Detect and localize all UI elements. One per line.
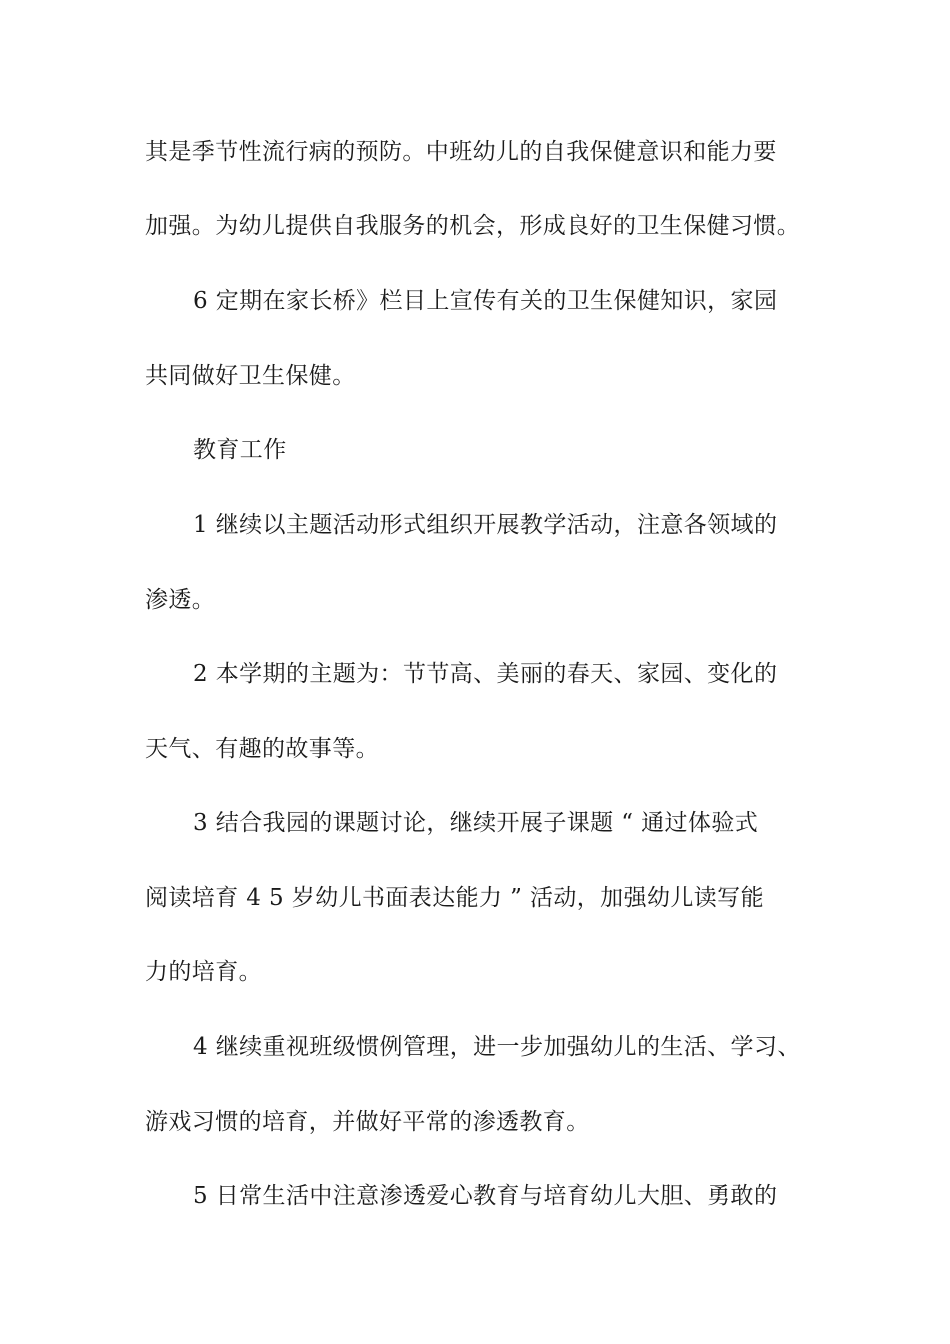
text-line: 阅读培育 4 5 岁幼儿书面表达能力 ” 活动，加强幼儿读写能 <box>145 885 764 911</box>
text-line: 渗透。 <box>145 587 216 613</box>
paragraph-start-line: 3 结合我园的课题讨论，继续开展子课题 “ 通过体验式 <box>193 810 759 836</box>
section-heading: 教育工作 <box>193 437 287 463</box>
text-line: 共同做好卫生保健。 <box>145 363 356 389</box>
paragraph-start-line: 2 本学期的主题为：节节高、美丽的春天、家园、变化的 <box>193 661 778 687</box>
paragraph-start-line: 1 继续以主题活动形式组织开展教学活动，注意各领域的 <box>193 512 778 538</box>
text-line: 力的培育。 <box>145 959 262 985</box>
paragraph-start-line: 4 继续重视班级惯例管理，进一步加强幼儿的生活、学习、 <box>193 1034 801 1060</box>
text-line: 天气、有趣的故事等。 <box>145 736 379 762</box>
text-line: 游戏习惯的培育，并做好平常的渗透教育。 <box>145 1109 590 1135</box>
text-line: 加强。为幼儿提供自我服务的机会，形成良好的卫生保健习惯。 <box>145 213 801 239</box>
paragraph-start-line: 6 定期在家长桥》栏目上宣传有关的卫生保健知识，家园 <box>193 288 778 314</box>
text-line: 其是季节性流行病的预防。中班幼儿的自我保健意识和能力要 <box>145 139 777 165</box>
paragraph-start-line: 5 日常生活中注意渗透爱心教育与培育幼儿大胆、勇敢的 <box>193 1183 778 1209</box>
